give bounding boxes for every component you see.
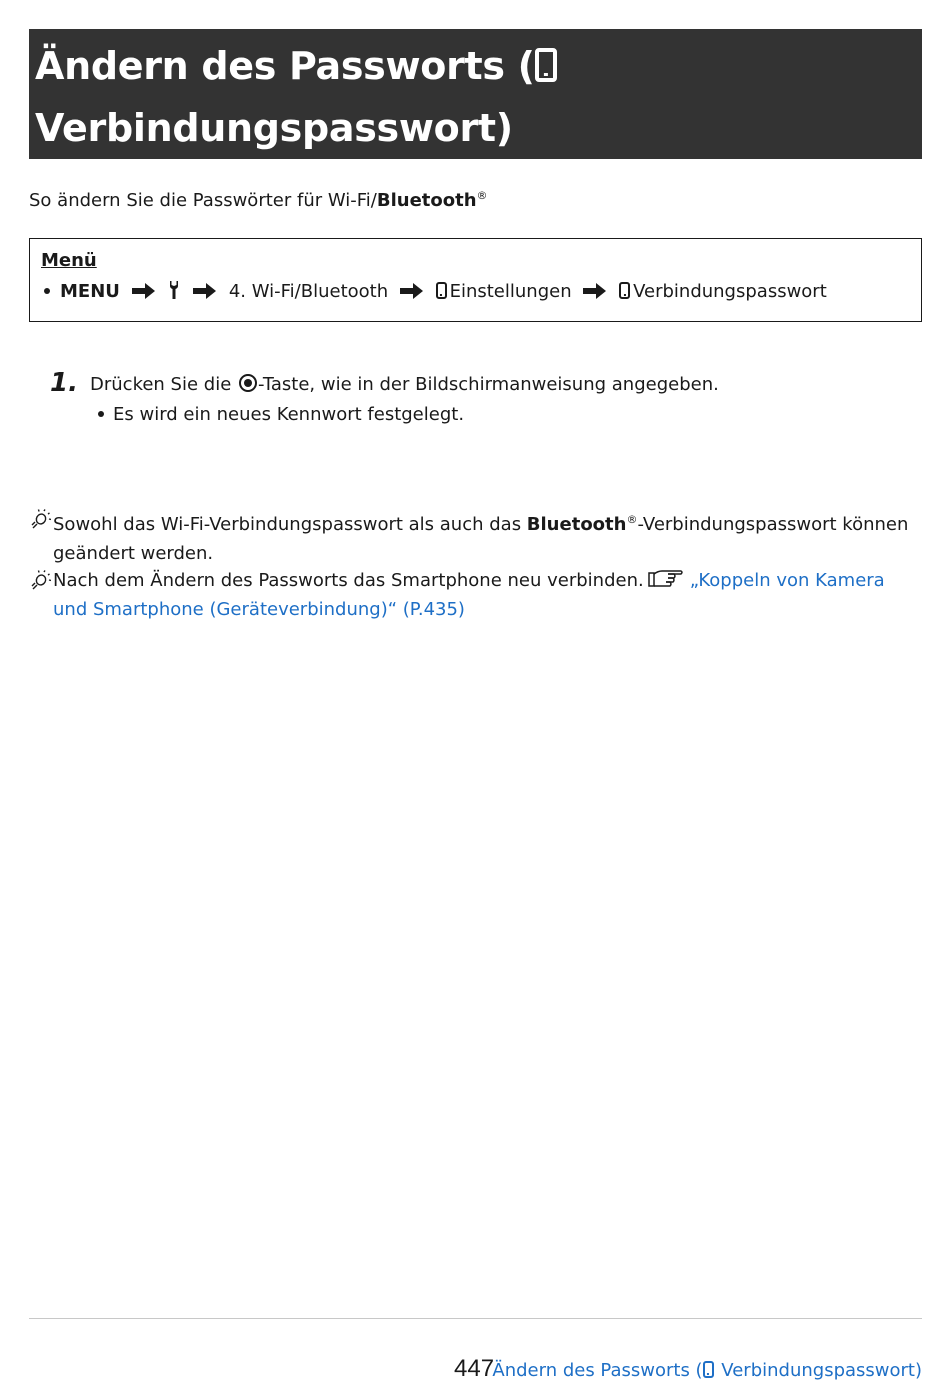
tip-icon	[29, 570, 51, 592]
menu-heading: Menü	[41, 250, 97, 271]
wrench-icon	[167, 280, 181, 300]
footer-section-link[interactable]: Ändern des Passworts ( Verbindungspasswort)	[492, 1360, 922, 1381]
menu-item-settings: Einstellungen	[449, 281, 572, 302]
page-title-line2: Verbindungspasswort)	[35, 106, 513, 150]
step-number: 1.	[50, 368, 78, 398]
page-number: 447	[454, 1355, 495, 1382]
link-device-pairing[interactable]: „Koppeln von Kamera und Smartphone (Geräteverbindung)“ (P.435)	[53, 570, 885, 620]
menu-path	[41, 278, 921, 306]
page-title-line1: Ändern des Passworts (	[35, 44, 535, 88]
pointing-hand-icon	[648, 568, 684, 588]
ok-button-icon	[239, 374, 257, 392]
arrow-right-icon	[583, 282, 607, 300]
menu-item-password: Verbindungspasswort	[633, 281, 827, 302]
registered-mark: ®	[476, 189, 488, 202]
menu-item-wifi: 4. Wi-Fi/Bluetooth	[228, 281, 389, 302]
bluetooth-brand: Bluetooth	[376, 190, 477, 211]
step-1	[50, 370, 910, 430]
smartphone-icon	[619, 282, 630, 299]
note-2: Nach dem Ändern des Passworts das Smartphone neu verbinden. „Koppeln von Kamera und Smartphone (Geräteverbindung)“ (P.435)	[29, 566, 909, 624]
note-1: Sowohl das Wi-Fi-Verbindungspasswort als auch das Bluetooth®-Verbindungspasswort können geändert werden.	[29, 505, 909, 568]
tip-icon	[29, 509, 51, 531]
step-text: Drücken Sie die -Taste, wie in der Bildschirmanweisung angegeben.	[90, 374, 719, 395]
bullet-dot	[44, 288, 50, 294]
registered-mark: ®	[626, 513, 638, 526]
page-title-bar	[29, 29, 922, 159]
menu-label: MENU	[60, 281, 120, 302]
arrow-right-icon	[193, 282, 217, 300]
smartphone-icon	[535, 48, 557, 82]
bullet-dot	[98, 411, 104, 417]
bluetooth-brand: Bluetooth	[526, 514, 627, 535]
smartphone-icon	[703, 1361, 714, 1378]
step-bullet: Es wird ein neues Kennwort festgelegt.	[98, 400, 910, 430]
arrow-right-icon	[132, 282, 156, 300]
smartphone-icon	[436, 282, 447, 299]
footer-divider	[29, 1318, 922, 1319]
arrow-right-icon	[400, 282, 424, 300]
menu-path-box	[29, 238, 922, 322]
page-title	[35, 35, 922, 159]
intro-paragraph: So ändern Sie die Passwörter für Wi-Fi/Bluetooth®	[29, 189, 488, 211]
